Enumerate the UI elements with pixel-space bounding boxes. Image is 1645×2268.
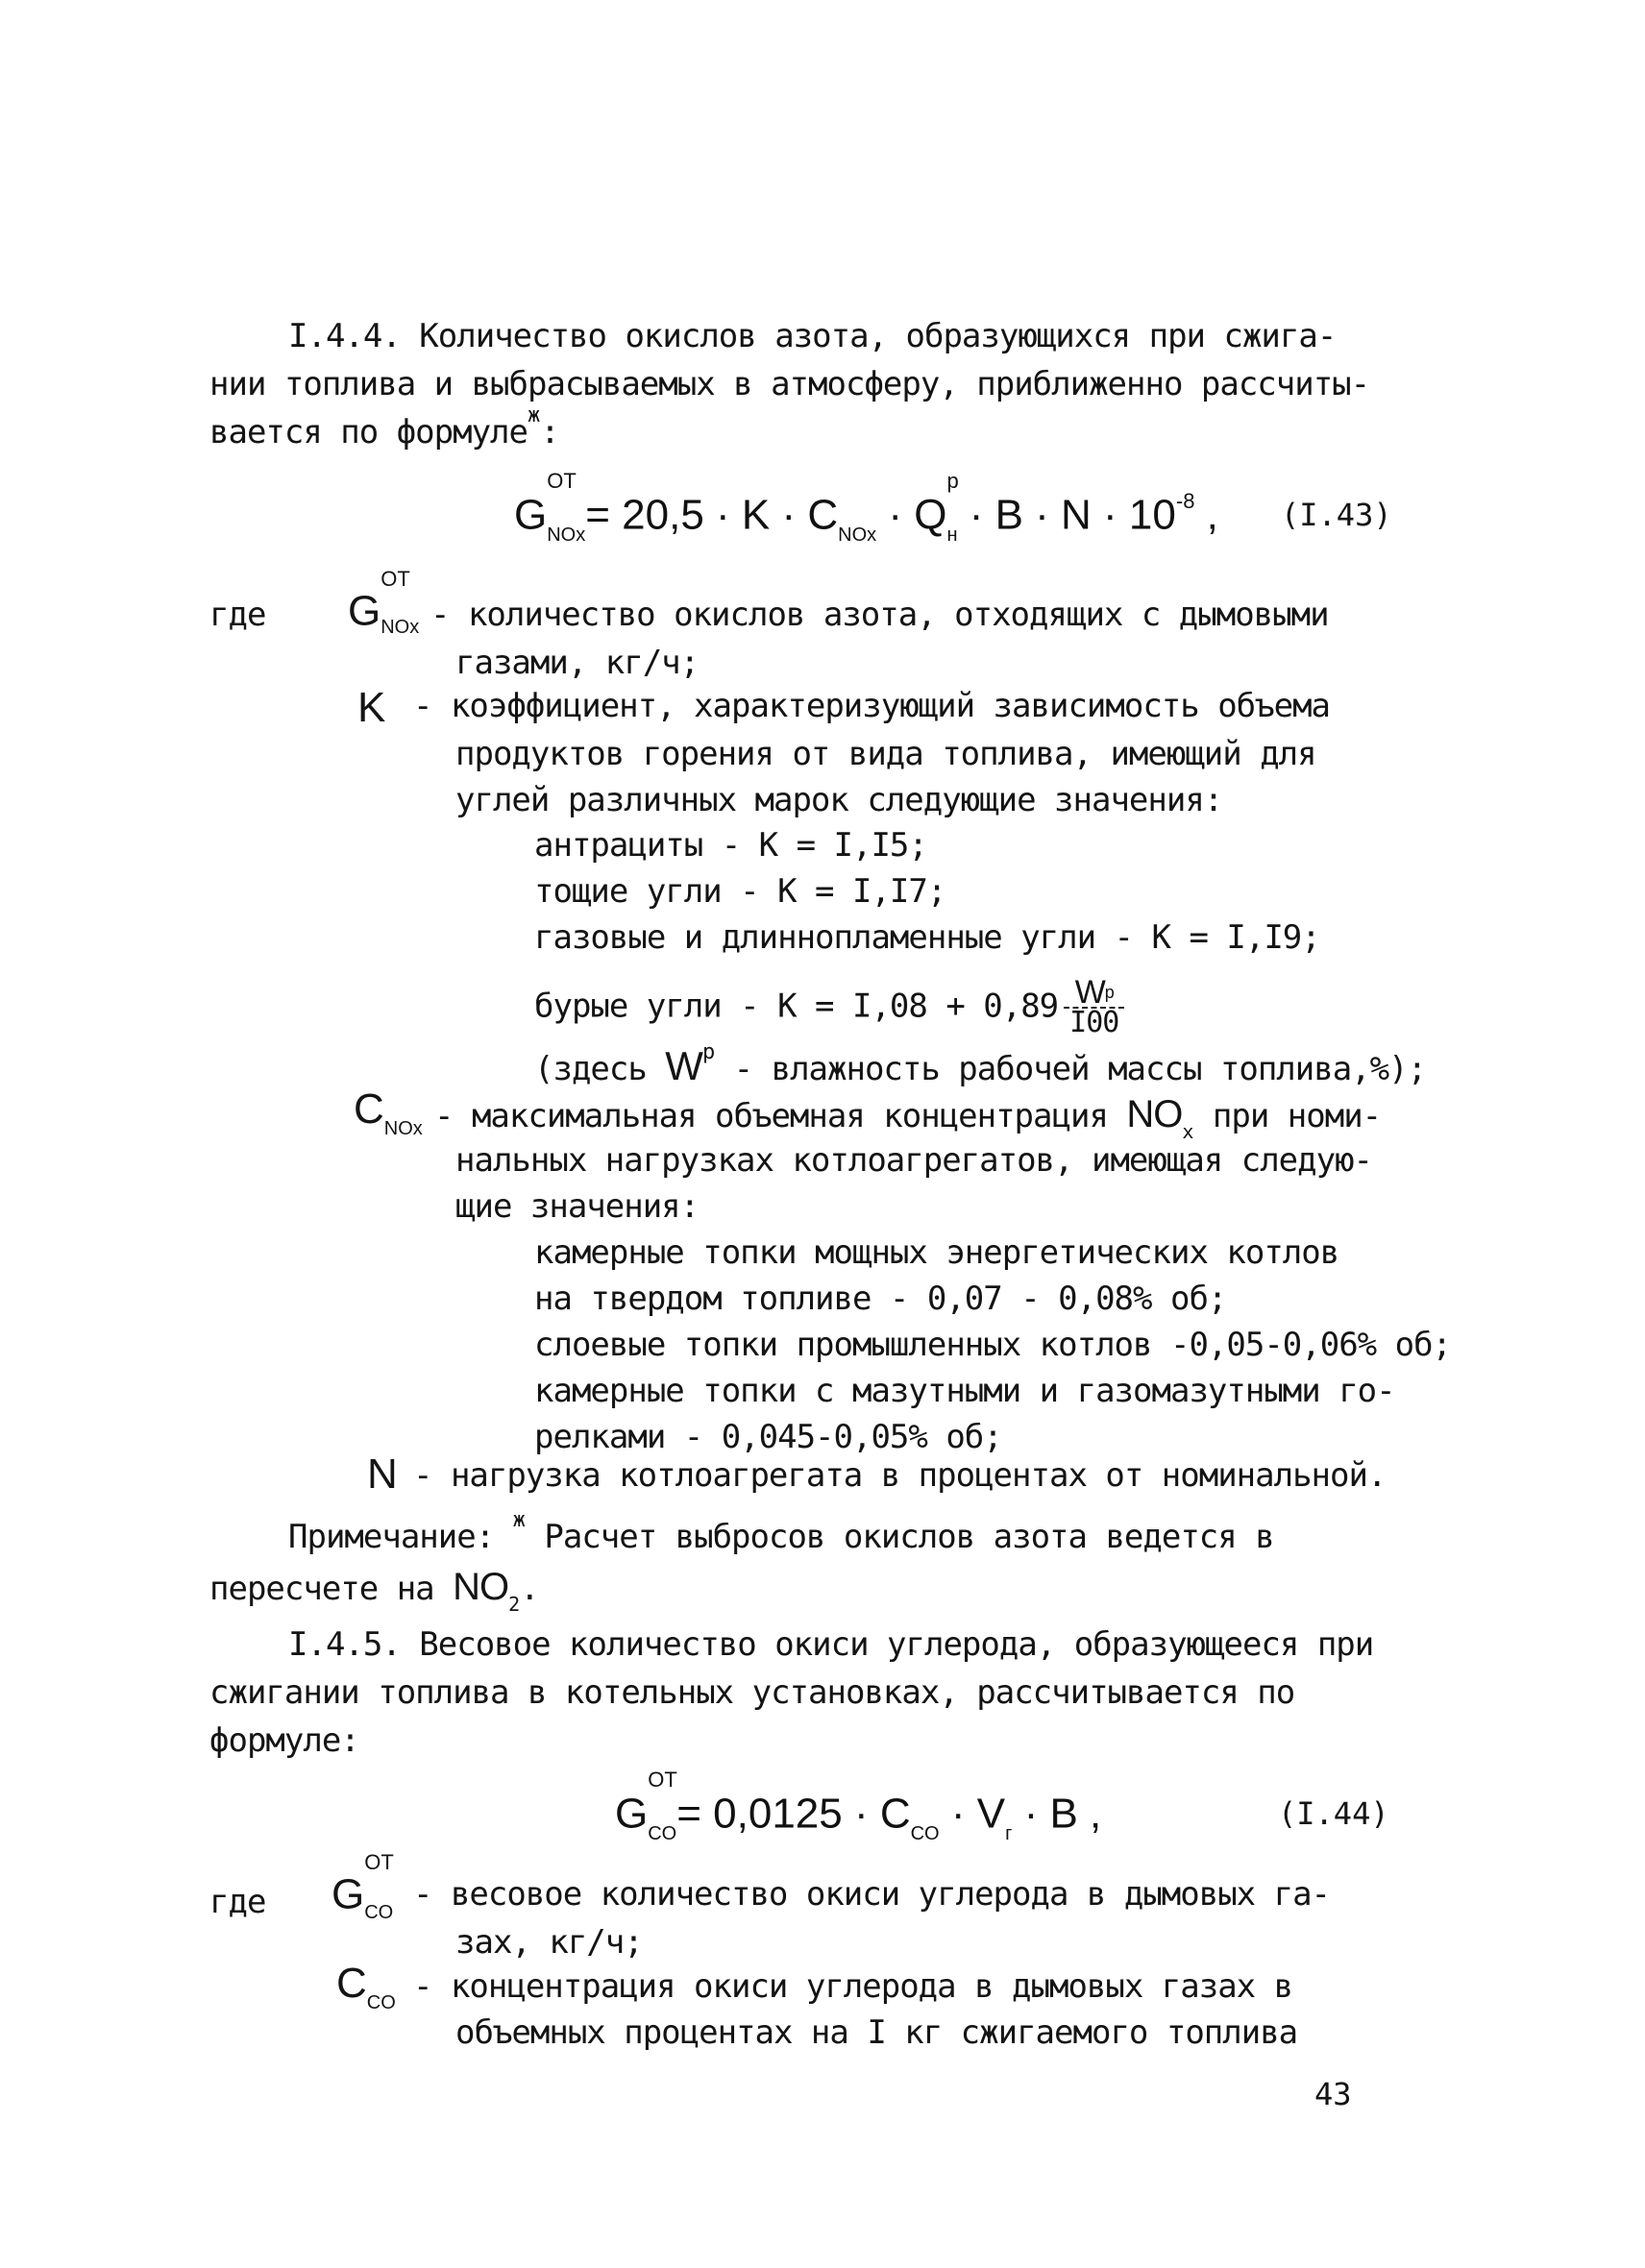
where-label: где [209, 596, 266, 634]
value-item: тощие угли - K = I,I7; [534, 872, 946, 911]
value-item: камерные топки с мазутными и газомазутными го- [534, 1372, 1395, 1410]
where-label: где [209, 1883, 266, 1921]
page-number: 43 [1314, 2076, 1352, 2112]
paragraph-line: I.4.5. Весовое количество окиси углерода, образующееся при [288, 1625, 1374, 1664]
formula-1-43: G ОТ $_{NOx}= 20,5 \cdot K \cdot C_{NOx} \cdot Q$ р $_н \cdot B \cdot N \cdot 10^{-8}$ , [514, 469, 1218, 546]
value-item: на твердом топливе - 0,07 - 0,08% об; [534, 1280, 1227, 1318]
definition-line: - коэффициент, характеризующий зависимость объема [413, 687, 1331, 725]
moisture-fraction: $\frac{W^р}{I00}$ [1064, 978, 1124, 1037]
definition-line: - весовое количество окиси углерода в дымовых га- [413, 1875, 1331, 1914]
footnote-mark: ж [528, 403, 541, 427]
equation-number: (I.43) [1281, 497, 1392, 533]
symbol-g-co: G ОТ $_{CO}$ [331, 1850, 394, 1923]
definition-line: газами, кг/ч; [455, 644, 700, 682]
paragraph-line: нии топлива и выбрасываемых в атмосферу, приближенно рассчиты- [209, 365, 1370, 403]
value-item: слоевые топки промышленных котлов -0,05-0,06% об; [534, 1326, 1452, 1364]
paragraph-line: I.4.4. Количество окислов азота, образующихся при сжига- [288, 317, 1337, 355]
symbol-n: N [367, 1451, 398, 1498]
symbol-c-co: $C_{CO}$ [336, 1960, 396, 2013]
paragraph-line: сжигании топлива в котельных установках, рассчитывается по [209, 1673, 1295, 1712]
equation-number: (I.44) [1278, 1795, 1389, 1832]
definition-line: объемных процентах на I кг сжигаемого топлива [455, 2013, 1298, 2052]
definition-line: углей различных марок следующие значения: [455, 781, 1223, 819]
definition-line: щие значения: [455, 1187, 700, 1226]
value-item: (здесь $W^р$ - влажность рабочей массы топлива,%); [534, 1040, 1427, 1088]
paragraph-line: вается по формуле$^ж$: [209, 403, 559, 451]
footnote-mark: ж [512, 1508, 526, 1532]
symbol-g-nox: G ОТ $_{NOx}$ [348, 567, 420, 638]
definition-line: - количество окислов азота, отходящих с дымовыми [430, 596, 1329, 634]
value-item: релками - 0,045-0,05% об; [534, 1418, 1002, 1456]
note-line: Примечание: $^ж$ Расчет выбросов окислов азота ведется в [288, 1508, 1274, 1556]
definition-line: продуктов горения от вида топлива, имеющий для [455, 735, 1316, 773]
formula-1-44: G ОТ $_{CO}= 0,0125 \cdot C_{CO} \cdot V_г \cdot B$ , [615, 1768, 1102, 1844]
definition-line: зах, кг/ч; [455, 1923, 643, 1962]
note-line: пересчете на $NO_2$. [209, 1566, 539, 1616]
symbol-c-nox: $C_{NOx}$ [354, 1085, 423, 1139]
symbol-k: K [357, 684, 386, 731]
definition-line: - нагрузка котлоагрегата в процентах от номинальной. [413, 1456, 1387, 1495]
paragraph-line: формуле: [209, 1721, 359, 1760]
value-item: бурые угли - K = I,08 + 0,89 $\frac{W^р}{I00}$ [534, 978, 1124, 1037]
value-item: антрациты - K = I,I5; [534, 826, 927, 865]
definition-line: - максимальная объемная концентрация $NO_x$ при номи- [434, 1093, 1382, 1143]
value-item: газовые и длиннопламенные угли - K = I,I9; [534, 918, 1320, 957]
definition-line: нальных нагрузках котлоагрегатов, имеющая следую- [455, 1141, 1373, 1180]
value-item: камерные топки мощных энергетических котлов [534, 1233, 1339, 1272]
definition-line: - концентрация окиси углерода в дымовых газах в [413, 1967, 1293, 2006]
